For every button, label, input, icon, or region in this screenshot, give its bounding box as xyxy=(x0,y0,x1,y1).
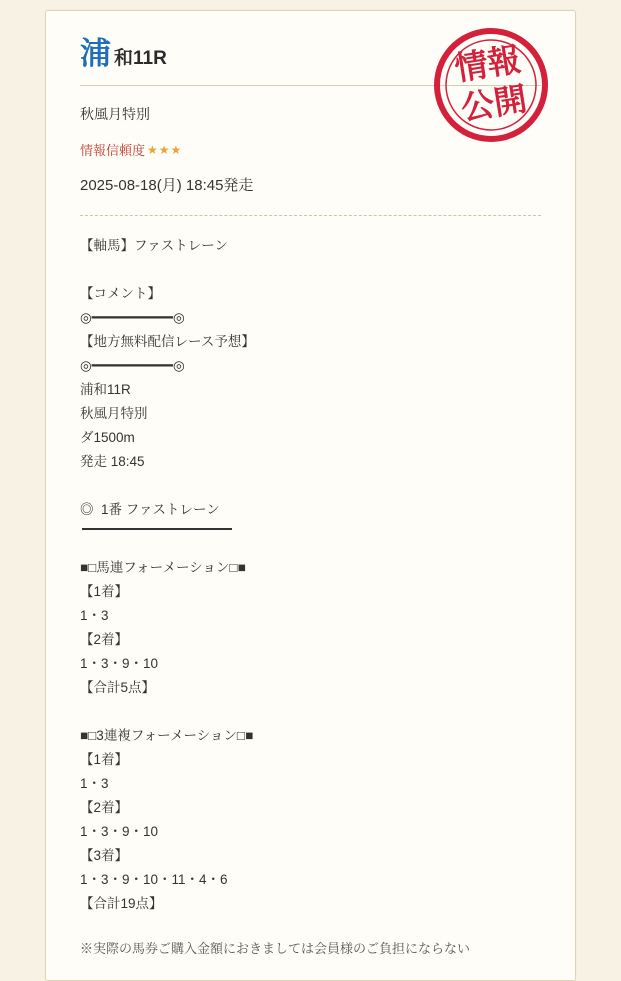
free-race-heading: 【地方無料配信レース予想】 xyxy=(80,334,255,350)
svg-text:情報: 情報 xyxy=(452,42,524,89)
prediction-card xyxy=(45,10,576,981)
main-pick-line: ◎ 1番 ファストレーン xyxy=(80,502,220,518)
umaren-second-label: 【2着】 xyxy=(80,632,129,648)
sanrenpuku-first-label: 【1着】 xyxy=(80,752,129,768)
venue-name: 浦 xyxy=(80,36,112,71)
reliability-label: 情報信頼度 xyxy=(80,143,146,159)
sanrenpuku-second-value: 1・3・9・10 xyxy=(80,824,159,840)
reliability-stars: ★★★ xyxy=(147,142,183,157)
sanrenpuku-third-value: 1・3・9・10・11・4・6 xyxy=(80,872,228,888)
sanrenpuku-heading: ■□3連複フォーメーション□■ xyxy=(80,728,254,744)
svg-text:公開: 公開 xyxy=(458,81,530,128)
axis-horse-line: 【軸馬】ファストレーン xyxy=(80,238,228,254)
post-time-label: 発走 18:45 xyxy=(80,454,145,470)
race-short-label: 浦和11R xyxy=(80,382,131,398)
umaren-heading: ■□馬連フォーメーション□■ xyxy=(80,560,246,576)
umaren-second-value: 1・3・9・10 xyxy=(80,656,159,672)
deco-line-bottom: ◎━━━━━━━━━━◎ xyxy=(80,358,185,374)
sanrenpuku-third-label: 【3着】 xyxy=(80,848,129,864)
deco-line-top: ◎━━━━━━━━━━◎ xyxy=(80,310,185,326)
distance-label: ダ1500m xyxy=(80,430,135,446)
umaren-total: 【合計5点】 xyxy=(80,680,156,696)
umaren-first-value: 1・3 xyxy=(80,608,109,624)
pick-underline xyxy=(82,528,232,530)
race-number-label: 和11R xyxy=(114,48,167,69)
title-divider xyxy=(80,85,541,86)
reliability-row xyxy=(80,140,541,159)
sanrenpuku-second-label: 【2着】 xyxy=(80,800,129,816)
race-title-label: 秋風月特別 xyxy=(80,406,148,422)
page-title xyxy=(80,37,541,71)
race-name: 秋風月特別 xyxy=(80,106,150,123)
sanrenpuku-first-value: 1・3 xyxy=(80,776,109,792)
race-datetime: 2025-08-18(月) 18:45発走 xyxy=(80,177,254,195)
section-divider xyxy=(80,215,541,216)
sanrenpuku-total: 【合計19点】 xyxy=(80,896,163,912)
comment-heading: 【コメント】 xyxy=(80,286,161,302)
footer-note: ※実際の馬券ご購入金額におきましては会員様のご負担にならない xyxy=(80,941,471,957)
umaren-first-label: 【1着】 xyxy=(80,584,129,600)
